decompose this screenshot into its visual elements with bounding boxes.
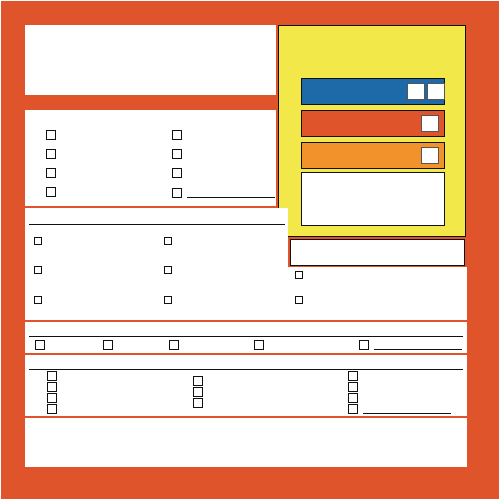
checkbox[interactable] [34, 266, 42, 274]
checkbox[interactable] [348, 371, 358, 381]
physical-oxidizer[interactable] [193, 387, 208, 397]
hmis-right-strip [451, 38, 467, 226]
checkbox[interactable] [47, 382, 57, 392]
checkbox[interactable] [35, 340, 45, 350]
route-ingestion[interactable] [35, 340, 50, 350]
physical-divider [29, 369, 463, 370]
write-in-line[interactable] [363, 413, 451, 414]
hmis-physical-hazard-bar [301, 142, 445, 169]
physical-unstable[interactable] [193, 376, 208, 386]
checkbox[interactable] [172, 130, 182, 140]
left-side-banner [1, 23, 23, 469]
physical-hazard-rating-box[interactable] [421, 147, 439, 164]
write-in-line[interactable] [374, 349, 462, 350]
checkbox[interactable] [47, 371, 57, 381]
routes-panel [25, 322, 467, 353]
routes-divider [29, 336, 463, 337]
checkbox[interactable] [47, 404, 57, 414]
personal-protection-box[interactable] [301, 172, 445, 226]
checkbox[interactable] [295, 296, 303, 304]
organ-cutaneous[interactable] [295, 268, 457, 279]
route-other[interactable] [359, 340, 462, 350]
hazard-sensitizer[interactable] [172, 149, 187, 159]
organ-eye-hazards[interactable] [295, 293, 457, 304]
hazard-carcinogen[interactable] [172, 168, 187, 178]
physical-flammable-liquid[interactable] [348, 382, 363, 392]
route-skin-absorption[interactable] [169, 340, 184, 350]
company-panel[interactable] [25, 418, 467, 467]
organ-nephrotoxins[interactable] [34, 263, 156, 274]
checkbox[interactable] [46, 149, 56, 159]
checkbox[interactable] [169, 340, 179, 350]
hazard-corrosive[interactable] [172, 130, 187, 140]
checkbox[interactable] [164, 237, 172, 245]
footer [1, 469, 499, 499]
hazard-irritant[interactable] [46, 187, 61, 197]
physical-compressed-gas[interactable] [47, 382, 62, 392]
substance-panel[interactable] [25, 25, 276, 95]
checkbox[interactable] [172, 168, 182, 178]
checkbox[interactable] [46, 168, 56, 178]
checkbox[interactable] [348, 404, 358, 414]
checkbox[interactable] [348, 382, 358, 392]
health-chronic-box[interactable] [427, 83, 445, 100]
checkbox[interactable] [193, 398, 203, 408]
hazard-reproductive-toxic[interactable] [46, 168, 61, 178]
physical-organic-peroxide[interactable] [47, 393, 62, 403]
route-inhalation[interactable] [103, 340, 118, 350]
write-in-line[interactable] [187, 197, 275, 198]
checkbox[interactable] [295, 271, 303, 279]
checkbox[interactable] [34, 237, 42, 245]
hmis-health-bar [301, 78, 445, 105]
checkbox[interactable] [193, 376, 203, 386]
checkbox[interactable] [348, 393, 358, 403]
organ-neurotoxins[interactable] [34, 293, 158, 304]
physical-combustible[interactable] [47, 371, 62, 381]
physical-water-reactive[interactable] [47, 404, 62, 414]
organ-hepatotoxins[interactable] [34, 234, 156, 245]
health-hazards-panel [25, 110, 276, 206]
checkbox[interactable] [103, 340, 113, 350]
physical-other[interactable] [348, 404, 451, 414]
checkbox[interactable] [46, 187, 56, 197]
physical-explosive[interactable] [348, 371, 363, 381]
checkbox[interactable] [34, 296, 42, 304]
hmis-flammability-bar [301, 110, 445, 137]
hazard-toxic[interactable] [46, 130, 61, 140]
flammability-rating-box[interactable] [421, 115, 439, 132]
route-skin-eye-contact[interactable] [254, 340, 269, 350]
health-rating-box[interactable] [407, 83, 425, 100]
physical-hazards-panel [25, 355, 467, 416]
checkbox[interactable] [46, 130, 56, 140]
organ-effects-divider [29, 224, 285, 225]
hmis-left-strip [281, 38, 297, 226]
hazard-highly-toxic[interactable] [46, 149, 61, 159]
checkbox[interactable] [193, 387, 203, 397]
checkbox[interactable] [172, 188, 182, 198]
physical-pyrophoric[interactable] [348, 393, 363, 403]
organ-hematopoietics[interactable] [164, 234, 290, 245]
checkbox[interactable] [172, 149, 182, 159]
checkbox[interactable] [47, 393, 57, 403]
checkbox[interactable] [254, 340, 264, 350]
checkbox[interactable] [164, 266, 172, 274]
checkbox[interactable] [359, 340, 369, 350]
physical-flammable-gas[interactable] [193, 398, 208, 408]
hazard-other[interactable] [172, 187, 275, 198]
checkbox[interactable] [164, 296, 172, 304]
organ-pulmonary[interactable] [164, 263, 290, 274]
safety-label [1, 1, 499, 499]
hazard-warnings-bar [25, 96, 276, 110]
top-banner [1, 1, 499, 23]
organ-reproductive[interactable] [164, 293, 290, 304]
ratings-panel [290, 239, 465, 266]
right-side-banner [477, 23, 499, 469]
hmis-block [278, 25, 466, 237]
